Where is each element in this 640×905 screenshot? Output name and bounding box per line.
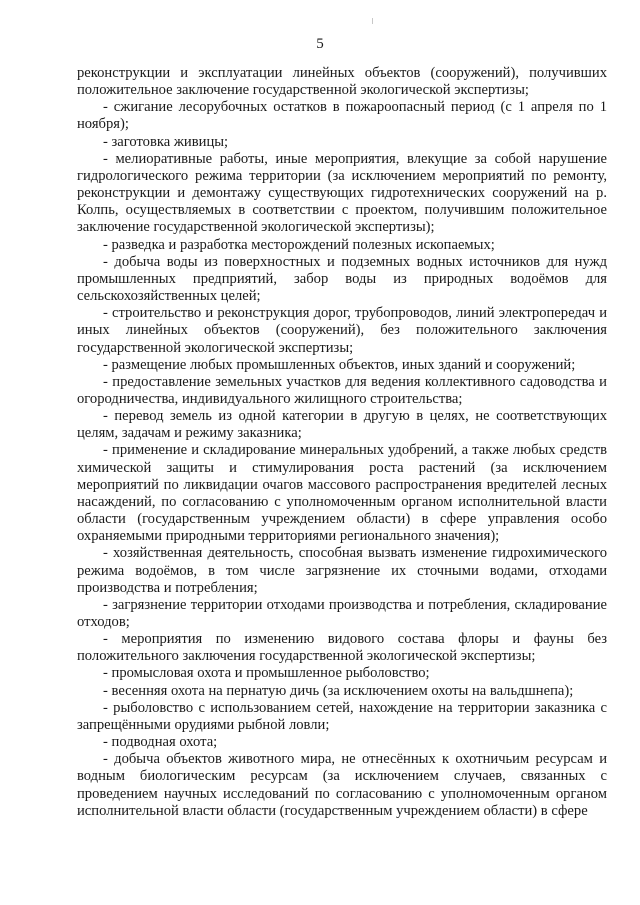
list-item-wildlife-collection: - добыча объектов животного мира, не отнесённых к охотничьим ресурсам и водным биологическим ресурсам (за исключением случаев, связанных с проведением научных исследований по согласованию с уполномоченным органом исполнительной власти области (государственным учреждением области) в сфере — [77, 751, 607, 819]
list-item-species-composition: - мероприятия по изменению видового состава флоры и фауны без положительного заключения государственной экологической экспертизы; — [77, 631, 607, 665]
scan-artifact — [372, 18, 373, 24]
list-item-land-reclamation: - мелиоративные работы, иные мероприятия, влекущие за собой нарушение гидрологического режима территории (за исключением мероприятий по ремонту, реконструкции и демонтажу существующих гидротехнических сооружений на р. Колпь, осуществляемых в соответствии с проектом, получившим положительное заключение государственной экологической экспертизы); — [77, 150, 607, 236]
paragraph-continuation: реконструкции и эксплуатации линейных объектов (сооружений), получивших положительное заключение государственной экологической экспертизы; — [77, 65, 607, 99]
list-item-industrial-objects: - размещение любых промышленных объектов, иных зданий и сооружений; — [103, 356, 576, 373]
list-item-hydrochemical-change: - хозяйственная деятельность, способная вызвать изменение гидрохимического режима водоёмов, в том числе загрязнение их сточными водами, отходами производства и потребления; — [77, 545, 607, 596]
list-item-resin-harvesting: - заготовка живицы; — [103, 133, 229, 150]
list-item-commercial-hunting: - промысловая охота и промышленное рыболовство; — [103, 665, 430, 682]
list-item-underwater-hunting: - подводная охота; — [103, 734, 218, 751]
list-item-waste-pollution: - загрязнение территории отходами производства и потребления, складирование отходов; — [77, 596, 607, 630]
document-body — [77, 65, 607, 820]
list-item-spring-hunting: - весенняя охота на пернатую дичь (за исключением охоты на вальдшнепа); — [103, 682, 574, 699]
list-item-land-allocation: - предоставление земельных участков для ведения коллективного садоводства и огородничества, индивидуального жилищного строительства; — [77, 373, 607, 407]
list-item-linear-construction: - строительство и реконструкция дорог, трубопроводов, линий электропередач и иных линейных объектов (сооружений), без положительного заключения государственной экологической экспертизы; — [77, 305, 607, 356]
list-item-mineral-exploration: - разведка и разработка месторождений полезных ископаемых; — [103, 236, 495, 253]
page-number: 5 — [316, 36, 324, 52]
list-item-slash-burning: - сжигание лесорубочных остатков в пожароопасный период (с 1 апреля по 1 ноября); — [77, 99, 607, 133]
list-item-fertilizers: - применение и складирование минеральных удобрений, а также любых средств химической защиты и стимулирования роста растений (за исключением мероприятий по ликвидации очагов массового распространения вредителей лесных насаждений, по согласованию с уполномоченным органом исполнительной власти области (государственным учреждением области) в сфере управления особо охраняемыми природными территориями регионального значения); — [77, 442, 607, 545]
list-item-net-fishing: - рыболовство с использованием сетей, нахождение на территории заказника с запрещёнными орудиями рыбной ловли; — [77, 699, 607, 733]
list-item-land-category-change: - перевод земель из одной категории в другую в целях, не соответствующих целям, задачам и режиму заказника; — [77, 408, 607, 442]
list-item-water-extraction: - добыча воды из поверхностных и подземных водных источников для нужд промышленных предприятий, забор воды из природных водоёмов для сельскохозяйственных целей; — [77, 253, 607, 305]
